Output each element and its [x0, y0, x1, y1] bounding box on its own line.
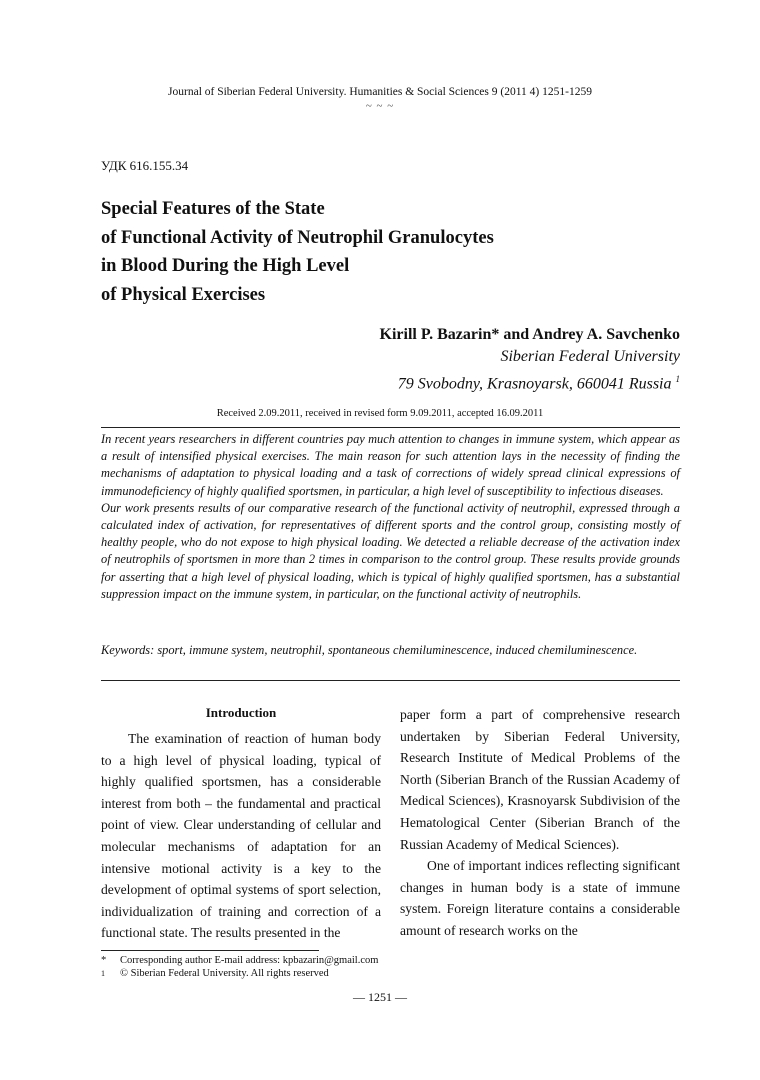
footnote-mark: *	[101, 955, 107, 966]
footnote-rule	[101, 950, 319, 951]
page-number: — 1251 —	[353, 990, 407, 1004]
title-line: of Physical Exercises	[101, 284, 266, 305]
abstract-bottom-rule	[101, 680, 680, 681]
body-paragraph: paper form a part of comprehensive research undertaken by Siberian Federal University, Research Institute of Medical Problems of the North (Siberian Branch of the Russian Academy of Medical Sciences), Krasnoyarsk Subdivision of the Hematological Center (Siberian Branch of the Russian Academy of Medical Sciences).	[400, 707, 680, 852]
footnote-mark: 1	[101, 969, 105, 978]
section-heading: Introduction	[205, 705, 277, 720]
journal-header: Journal of Siberian Federal University. Humanities & Social Sciences 9 (2011 4) 1251-1259	[168, 86, 592, 98]
address-footnote-mark: 1	[675, 374, 680, 384]
right-column	[400, 704, 680, 942]
title-line: of Functional Activity of Neutrophil Granulocytes	[101, 227, 494, 248]
author-block	[380, 324, 681, 395]
body-paragraph: The examination of reaction of human body to a high level of physical loading, typical of highly qualified sportsmen, has a considerable interest from both – the fundamental and practical point of view. Clear understanding of cellular and molecular mechanisms of adaptation for an intensive motional activity is a key to the development of optimal systems of sport selection, individualization of training and correction of a functional state. The results presented in the	[101, 731, 381, 941]
author-address	[380, 368, 681, 395]
footnote	[101, 967, 329, 980]
author-affiliation: Siberian Federal University	[500, 348, 680, 365]
author-names: Kirill P. Bazarin* and Andrey A. Savchenko	[379, 326, 680, 343]
abstract-top-rule	[101, 427, 680, 428]
received-dates: Received 2.09.2011, received in revised form 9.09.2011, accepted 16.09.2011	[216, 408, 544, 419]
footnote-text: © Siberian Federal University. All rights reserved	[120, 968, 329, 979]
abstract	[101, 431, 680, 603]
abstract-paragraph: In recent years researchers in different countries pay much attention to changes in immune system, which appear as a result of intensified physical exercises. The main reason for such attention lays in the necessity of finding the mechanisms of adaptation to physical loading and a task of corrections of widely spread clinical expressions of immunodeficiency of highly qualified sportsmen, in particular, a high level of susceptibility to infectious diseases.	[101, 432, 680, 498]
udk-code: УДК 616.155.34	[101, 158, 189, 173]
footnote	[101, 954, 378, 967]
keywords: Keywords: sport, immune system, neutrophil, spontaneous chemiluminescence, induced chemiluminescence.	[101, 643, 638, 657]
address-text: 79 Svobodny, Krasnoyarsk, 660041 Russia	[397, 375, 672, 393]
title-line: in Blood During the High Level	[101, 256, 350, 276]
body-paragraph: One of important indices reflecting significant changes in human body is a state of immune system. Foreign literature contains a considerable amount of research works on the	[400, 858, 680, 938]
paper-title	[101, 195, 661, 309]
abstract-paragraph: Our work presents results of our comparative research of the functional activity of neutrophil, expressed through a calculated index of activation, for representatives of different sports and the control group, consisting mostly of healthy people, who do not expose to high physical loading. We detected a reliable decrease of the activation index of neutrophils of sportsmen in more than 2 times in comparison to the control group. These results provide grounds for asserting that a high level of physical loading, which is typical of highly qualified sportsmen, has a substantial suppression impact on the immune system, in particular, on the functional activity of neutrophils.	[101, 500, 680, 601]
left-column	[101, 704, 381, 944]
header-ornament: ~ ~ ~	[365, 100, 395, 112]
title-line: Special Features of the State	[101, 199, 325, 219]
footnote-text: Corresponding author E-mail address: kpbazarin@gmail.com	[120, 955, 379, 966]
